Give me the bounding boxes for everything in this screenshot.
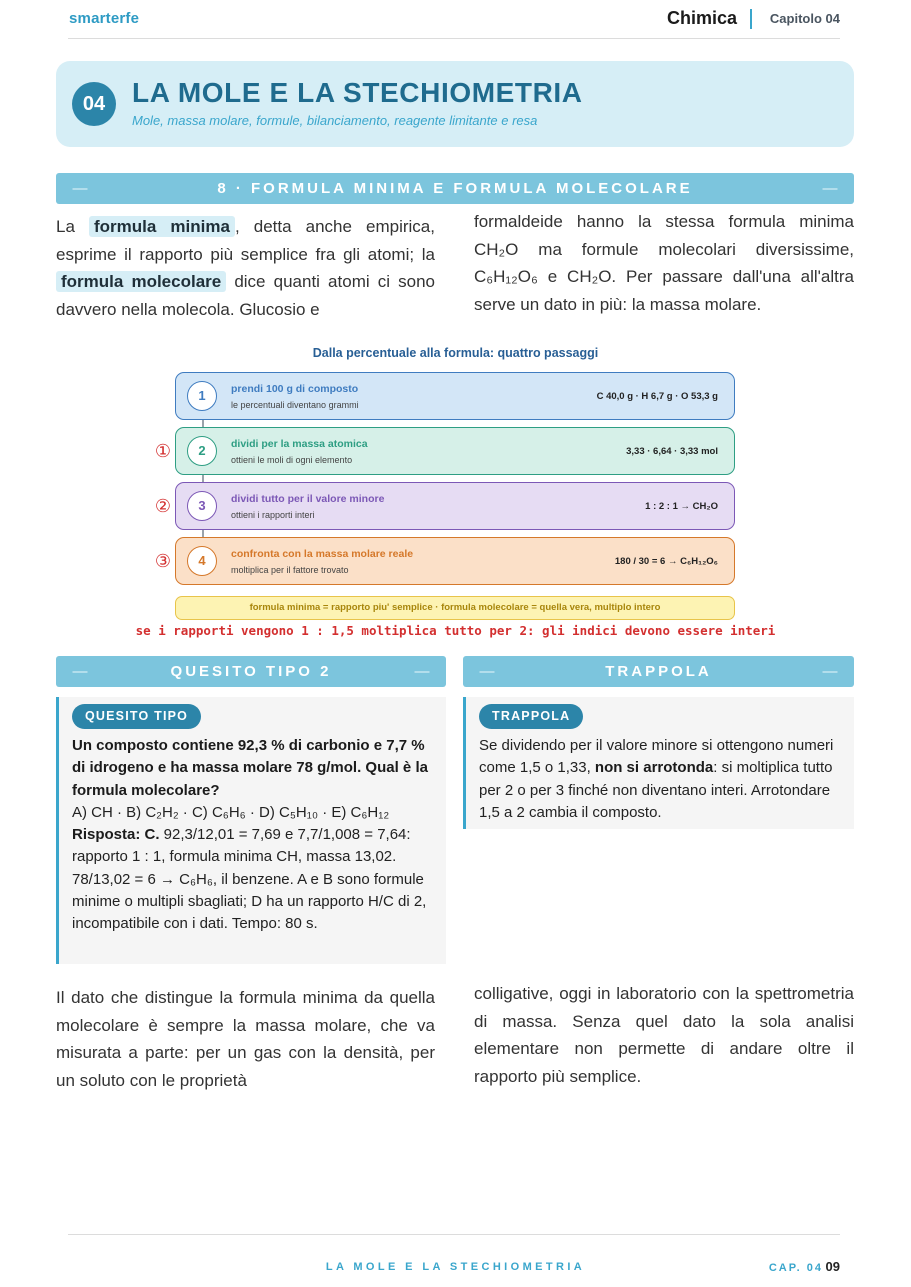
chapter-number-badge: 04 [72,82,116,126]
page-number: 09 [825,1259,840,1274]
trappola-text: : si moltiplica tutto per 2 o per 3 finché non diventano interi. Arrotondare 1,5 a 2 cambia il composto. [479,759,833,821]
section-dash-left: — [72,663,88,680]
brand-logo-text: smarterfe [69,10,140,27]
subject-title: Chimica [666,8,737,28]
section-dash-right: — [822,663,838,680]
intro-text: La [56,217,89,236]
step-title: confronta con la massa molare reale [231,548,414,560]
chapter-subtitle: Mole, massa molare, formule, bilanciamento, reagente limitante e resa [132,113,538,128]
intro-text: dice quanti atomi ci sono davvero nella molecola. Glucosio e [56,272,435,319]
quesito-heading-bar [56,656,446,687]
diagram-handwritten-note: se i rapporti vengono 1 : 1,5 moltiplica tutto per 2: gli indici devono essere interi [135,623,776,638]
diagram-step-2 [175,427,735,475]
chapter-label: Capitolo 04 [769,11,840,26]
diagram-step-3 [175,482,735,530]
step-number-circle: 4 [187,546,217,576]
step-number-circle: 3 [187,491,217,521]
step-connector [202,530,204,537]
section-dash-right: — [414,663,430,680]
circled-number-3-icon: ③ [154,551,172,571]
diagram-step-4 [175,537,735,585]
circled-number-2-icon: ② [154,496,172,516]
quesito-answer-text: 92,3/12,01 = 7,69 e 7,7/1,008 = 7,64: rapporto 1 : 1, formula minima CH, massa 13,02. 78/13,02 = 6 → C₆H₆, il benzene. A e B sono formule minime o multipli sbagliati; D ha un rapporto H/C di 2, incompatibile con i dati. Tempo: 80 s. [72,826,427,933]
intro-paragraph-left [56,213,435,323]
step-number-circle: 2 [187,436,217,466]
footer-divider [68,1234,840,1235]
term-formula-molecolare: formula molecolare [56,271,226,292]
closing-paragraph-right: colligative, oggi in laboratorio con la spettrometria di massa. Senza quel dato la sola analisi elementare non permette di andare oltre il rapporto più semplice. [474,984,854,1086]
step-title: dividi tutto per il valore minore [231,493,385,505]
step-subtitle: moltiplica per il fattore trovato [231,565,349,575]
trappola-text: Se dividendo per il valore minore si ottengono numeri come 1,5 o 1,33, [479,737,834,777]
quesito-heading: QUESITO TIPO 2 [170,663,332,680]
trappola-tag: TRAPPOLA [479,704,583,729]
trappola-box [463,697,854,829]
page-header [68,8,840,39]
step-connector [202,420,204,427]
section-dash-left: — [479,663,495,680]
step-subtitle: le percentuali diventano grammi [231,400,359,410]
chapter-banner [56,61,854,147]
trappola-body [479,735,845,824]
diagram-title: Dalla percentuale alla formula: quattro passaggi [312,346,599,360]
step-value: 180 / 30 = 6 → C₆H₁₂O₆ [614,556,718,567]
trappola-bold: non si arrotonda [594,759,714,777]
step-value: C 40,0 g · H 6,7 g · O 53,3 g [596,391,718,402]
footer-chapter-title: LA MOLE E LA STECHIOMETRIA [325,1261,586,1273]
diagram-summary: formula minima = rapporto piu' semplice · formula molecolare = quella vera, multiplo intero [175,596,735,620]
step-title: dividi per la massa atomica [231,438,368,450]
section-dash-left: — [72,180,88,197]
section-dash-right: — [822,180,838,197]
step-subtitle: ottieni le moli di ogni elemento [231,455,353,465]
step-connector [202,475,204,482]
step-title: prendi 100 g di composto [231,383,359,395]
header-divider [750,9,752,29]
intro-paragraph-right: formaldeide hanno la stessa formula minima CH₂O ma formule molecolari diversissime, C₆H₁₂O₆ e CH₂O. Per passare dall'una all'altra serve un dato in più: la massa molare. [474,212,854,314]
quesito-box [56,697,446,964]
chapter-title: LA MOLE E LA STECHIOMETRIA [132,77,583,108]
circled-number-1-icon: ① [154,441,172,461]
intro-text: , detta anche empirica, esprime il rapporto più semplice fra gli atomi; la [56,217,435,264]
quesito-tag: QUESITO TIPO [72,704,201,729]
step-subtitle: ottieni i rapporti interi [231,510,315,520]
step-number-circle: 1 [187,381,217,411]
section-heading-bar [56,173,854,204]
quesito-answer-label: Risposta: C. [72,826,160,844]
step-value: 1 : 2 : 1 → CH₂O [645,501,718,512]
step-value: 3,33 · 6,64 · 3,33 mol [626,446,718,457]
footer-chapter-label: CAP. 04 [768,1262,823,1274]
quesito-body [72,735,438,936]
four-step-diagram [0,340,911,640]
diagram-step-1 [175,372,735,420]
closing-paragraph-left: Il dato che distingue la formula minima da quella molecolare è sempre la massa molare, che va misurata a parte: per un gas con la densità, per un soluto con le proprietà [56,988,435,1090]
term-formula-minima: formula minima [89,216,235,237]
quesito-question: Un composto contiene 92,3 % di carbonio e 7,7 % di idrogeno e ha massa molare 78 g/mol. Qual è la formula molecolare? [72,737,428,799]
trappola-heading-bar [463,656,854,687]
trappola-heading: TRAPPOLA [605,663,712,680]
section-heading: 8 · FORMULA MINIMA E FORMULA MOLECOLARE [217,180,693,197]
quesito-options: A) CH · B) C₂H₂ · C) C₆H₆ · D) C₅H₁₀ · E) C₆H₁₂ [72,803,390,821]
